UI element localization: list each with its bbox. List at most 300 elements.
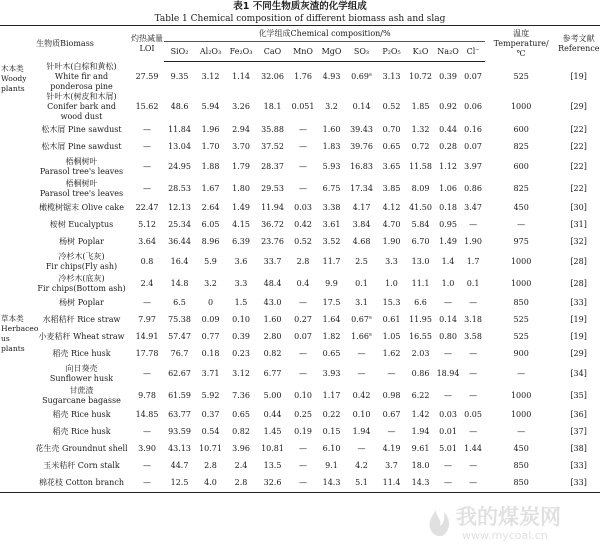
composition-value: 5.84 <box>411 220 430 229</box>
composition-cell <box>195 178 226 200</box>
composition-cell <box>377 62 406 92</box>
composition-cell <box>461 458 485 475</box>
composition-cell <box>256 92 289 122</box>
composition-value: 0.65 <box>232 410 250 419</box>
composition-cell <box>461 363 485 385</box>
footnote-marker: a <box>368 71 372 78</box>
header-component: Al₂O₃ <box>195 42 226 62</box>
biomass-name-cell <box>33 441 130 458</box>
temperature-cell: 600 <box>513 161 529 171</box>
composition-value: 0.61 <box>382 315 401 324</box>
biomass-name-cell <box>33 62 130 92</box>
composition-cell <box>346 200 377 217</box>
composition-cell <box>406 407 435 424</box>
composition-value: 0.03 <box>439 410 457 419</box>
composition-cell <box>256 217 289 234</box>
header-temperature <box>485 26 557 62</box>
composition-value: 32.06 <box>261 71 284 81</box>
reference-cell: [29] <box>570 349 587 358</box>
temperature-cell: 850 <box>513 461 529 470</box>
biomass-name-line: 桉树 Eucalyptus <box>49 220 114 229</box>
loi-cell: — <box>143 461 152 470</box>
composition-cell <box>435 458 461 475</box>
composition-value: — <box>299 183 308 193</box>
composition-cell <box>435 251 461 273</box>
temperature-cell: 1000 <box>510 256 532 266</box>
composition-value: 1.88 <box>201 161 220 171</box>
composition-cell <box>461 122 485 139</box>
biomass-name-line: 针叶木(树皮和木屑) <box>46 91 117 101</box>
composition-cell <box>164 363 195 385</box>
composition-value: 3.52 <box>322 237 341 246</box>
composition-cell <box>406 217 435 234</box>
composition-cell <box>461 329 485 346</box>
composition-value: 1.96 <box>201 125 220 134</box>
composition-cell <box>435 62 461 92</box>
composition-cell <box>317 441 346 458</box>
watermark-url: www.mycoal.cn <box>462 529 548 542</box>
header-component: SiO₂ <box>164 42 195 62</box>
composition-cell <box>435 385 461 407</box>
composition-cell <box>256 363 289 385</box>
composition-value: 0.1 <box>466 278 480 288</box>
composition-cell <box>435 475 461 493</box>
category-cell <box>0 312 39 493</box>
header-biomass: 生物质Biomass <box>0 26 130 62</box>
composition-cell <box>195 346 226 363</box>
composition-value: 0.98 <box>382 390 401 400</box>
table-row <box>0 234 600 251</box>
composition-cell <box>226 363 256 385</box>
composition-value: — <box>299 142 308 151</box>
composition-value: 1.79 <box>232 161 250 171</box>
composition-cell <box>289 346 317 363</box>
composition-cell <box>164 156 195 178</box>
composition-value: 3.26 <box>232 101 250 111</box>
composition-cell <box>406 273 435 295</box>
composition-value: 0.4 <box>296 278 310 288</box>
reference-cell: [36] <box>570 410 587 419</box>
composition-value: 0.27 <box>294 315 312 324</box>
composition-value: 0.42 <box>352 390 371 400</box>
composition-cell <box>346 312 377 329</box>
table-row <box>0 441 600 458</box>
biomass-name-line: Parasol tree's leaves <box>39 188 124 198</box>
reference-cell: [22] <box>570 142 587 151</box>
header-loi <box>130 26 164 62</box>
composition-cell <box>346 407 377 424</box>
composition-cell <box>461 273 485 295</box>
composition-value: 5.00 <box>263 390 282 400</box>
composition-cell <box>226 178 256 200</box>
composition-cell <box>317 312 346 329</box>
composition-cell <box>435 273 461 295</box>
composition-value: 9.35 <box>170 71 189 81</box>
composition-cell <box>289 295 317 312</box>
footnote-marker: a <box>368 314 372 321</box>
table-row <box>0 312 600 329</box>
composition-cell <box>377 346 406 363</box>
composition-value: 43.0 <box>263 298 282 307</box>
composition-value: 16.4 <box>170 256 189 266</box>
table-row <box>0 273 600 295</box>
composition-value: 0.95 <box>439 220 457 229</box>
composition-value: 11.84 <box>168 125 191 134</box>
composition-value: 0.14 <box>352 101 371 111</box>
composition-value: — <box>299 478 308 487</box>
temperature-cell: 850 <box>513 298 529 307</box>
composition-cell <box>377 295 406 312</box>
composition-cell <box>256 424 289 441</box>
composition-cell <box>195 407 226 424</box>
composition-cell <box>435 312 461 329</box>
composition-cell <box>346 217 377 234</box>
composition-cell <box>377 217 406 234</box>
composition-cell <box>317 363 346 385</box>
composition-cell <box>435 156 461 178</box>
composition-value: 2.8 <box>204 461 217 470</box>
composition-value: 0.65 <box>322 349 341 358</box>
composition-value: — <box>357 444 366 453</box>
composition-value: — <box>469 427 478 436</box>
composition-cell <box>289 200 317 217</box>
composition-value: 3.12 <box>201 71 220 81</box>
composition-value: 10.71 <box>199 444 222 453</box>
composition-value: 3.2 <box>325 101 338 111</box>
category-label: plants <box>1 83 25 93</box>
header-ref-en: Reference <box>558 43 600 53</box>
composition-value: 6.70 <box>411 237 430 246</box>
composition-cell <box>289 122 317 139</box>
composition-value: 0.051 <box>291 101 315 111</box>
composition-cell <box>317 273 346 295</box>
composition-value: 0.70 <box>382 125 401 134</box>
composition-value: 4.17 <box>352 203 371 212</box>
composition-value: 43.13 <box>168 444 191 453</box>
composition-cell <box>164 346 195 363</box>
composition-cell <box>226 62 256 92</box>
reference-cell: [28] <box>570 256 587 266</box>
composition-cell <box>317 217 346 234</box>
composition-value: — <box>469 349 478 358</box>
table-row <box>0 139 600 156</box>
composition-cell <box>195 234 226 251</box>
biomass-name-line: 水稻秸秆 Rice straw <box>42 315 121 324</box>
composition-value: — <box>444 298 453 307</box>
composition-cell <box>195 156 226 178</box>
composition-cell <box>346 251 377 273</box>
biomass-name-line: 松木屑 Pine sawdust <box>41 142 122 151</box>
composition-value: 5.93 <box>322 161 341 171</box>
composition-cell <box>289 441 317 458</box>
biomass-name-cell <box>33 178 130 200</box>
temperature-cell: 1000 <box>510 101 532 111</box>
composition-cell <box>346 139 377 156</box>
composition-cell <box>461 234 485 251</box>
header-loi-cn: 灼热减量 <box>131 33 164 43</box>
composition-value: 2.64 <box>201 203 220 212</box>
composition-value: 4.93 <box>322 71 341 81</box>
composition-value: 11.1 <box>411 278 430 288</box>
composition-value: 0.1 <box>355 278 368 288</box>
composition-value: 0.67 <box>351 315 369 324</box>
biomass-name-cell <box>33 407 130 424</box>
composition-value: 29.53 <box>261 183 284 193</box>
composition-value: 0.22 <box>322 410 341 419</box>
composition-value: — <box>469 220 478 229</box>
reference-cell: [33] <box>570 461 587 470</box>
composition-value: 0 <box>207 298 214 307</box>
temperature-cell: 525 <box>513 71 529 81</box>
composition-cell <box>317 458 346 475</box>
temperature-cell: 450 <box>513 203 529 212</box>
composition-cell <box>317 62 346 92</box>
composition-cell <box>317 385 346 407</box>
table-body <box>0 62 600 493</box>
composition-cell <box>406 312 435 329</box>
composition-value: 2.80 <box>263 332 282 341</box>
composition-value: 12.13 <box>168 203 191 212</box>
loi-cell: — <box>143 125 152 134</box>
header-component: MnO <box>289 42 317 62</box>
composition-value: 4.0 <box>204 478 217 487</box>
composition-value: 1.0 <box>385 278 398 288</box>
composition-cell <box>256 441 289 458</box>
composition-value: 1.70 <box>201 142 220 151</box>
watermark-text: 我的煤炭网 <box>456 505 561 529</box>
composition-cell <box>226 122 256 139</box>
composition-value: 1.7 <box>466 256 480 266</box>
composition-cell <box>317 295 346 312</box>
composition-value: 0.82 <box>232 427 250 436</box>
composition-value: 0.09 <box>201 315 220 324</box>
composition-cell <box>435 346 461 363</box>
biomass-name-cell <box>33 251 130 273</box>
biomass-name-line: ponderosa pine <box>50 81 113 91</box>
composition-cell <box>195 312 226 329</box>
loi-cell: — <box>143 298 152 307</box>
composition-cell <box>195 385 226 407</box>
composition-cell <box>195 295 226 312</box>
composition-cell <box>226 295 256 312</box>
composition-value: 1.62 <box>382 349 401 358</box>
composition-cell <box>164 234 195 251</box>
composition-value: 18.94 <box>436 368 460 378</box>
composition-value: 14.8 <box>170 278 189 288</box>
composition-value: 23.76 <box>261 237 284 246</box>
table-row <box>0 122 600 139</box>
reference-cell: [19] <box>570 71 587 81</box>
caption-chinese: 表1 不同生物质灰渣的化学组成 <box>233 1 367 12</box>
composition-value: 18.1 <box>263 101 282 111</box>
composition-value: — <box>357 368 366 378</box>
composition-value: 0.37 <box>201 410 220 419</box>
composition-value: 0.07 <box>294 332 312 341</box>
temperature-cell: 525 <box>513 315 529 324</box>
composition-value: 1.06 <box>439 183 457 193</box>
composition-cell <box>377 441 406 458</box>
composition-cell <box>289 251 317 273</box>
composition-cell <box>195 122 226 139</box>
composition-cell <box>256 178 289 200</box>
category-label: 草本类 <box>1 313 24 323</box>
composition-value: 1.66 <box>351 332 369 341</box>
composition-value: 0.69 <box>351 71 369 81</box>
composition-cell <box>406 251 435 273</box>
composition-cell <box>289 363 317 385</box>
composition-value: — <box>444 478 453 487</box>
table-row <box>0 475 600 493</box>
composition-value: 0.01 <box>439 427 457 436</box>
composition-cell <box>317 122 346 139</box>
composition-value: 4.68 <box>352 237 371 246</box>
composition-value: 3.7 <box>385 461 398 470</box>
composition-cell <box>406 385 435 407</box>
composition-cell <box>406 329 435 346</box>
composition-value: 16.55 <box>409 332 432 341</box>
reference-cell: [22] <box>570 161 587 171</box>
composition-value: 0.86 <box>464 183 482 193</box>
biomass-name-cell <box>33 273 130 295</box>
composition-value: 32.6 <box>263 478 282 487</box>
header-temp-cn: 温度 <box>513 28 530 38</box>
composition-cell <box>195 251 226 273</box>
composition-cell <box>461 62 485 92</box>
composition-cell <box>317 424 346 441</box>
composition-cell <box>195 273 226 295</box>
composition-cell <box>435 234 461 251</box>
composition-value: 25.34 <box>168 220 191 229</box>
composition-value: 4.2 <box>355 461 368 470</box>
composition-cell <box>164 273 195 295</box>
composition-cell <box>435 200 461 217</box>
loi-cell: 14.85 <box>135 410 159 419</box>
composition-cell <box>377 312 406 329</box>
composition-value: 1.76 <box>294 71 312 81</box>
composition-value: — <box>469 461 478 470</box>
biomass-name-line: 小麦秸秆 Wheat straw <box>38 332 125 341</box>
composition-cell <box>346 475 377 493</box>
composition-cell <box>346 234 377 251</box>
composition-value: 41.50 <box>409 203 432 212</box>
table-header <box>0 26 600 62</box>
composition-value: 1.94 <box>352 427 371 436</box>
biomass-name-cell <box>33 424 130 441</box>
composition-value: 6.05 <box>201 220 220 229</box>
loi-cell: 0.8 <box>140 256 154 266</box>
composition-cell <box>195 62 226 92</box>
biomass-name-line: Fir chips(Bottom ash) <box>37 283 126 293</box>
temperature-cell: 825 <box>513 142 529 151</box>
composition-value: 3.38 <box>322 203 341 212</box>
composition-cell <box>256 273 289 295</box>
composition-cell <box>461 251 485 273</box>
composition-value: — <box>299 444 308 453</box>
composition-cell <box>406 295 435 312</box>
composition-cell <box>164 139 195 156</box>
table-row <box>0 458 600 475</box>
composition-cell <box>164 458 195 475</box>
header-component: P₂O₅ <box>377 42 406 62</box>
composition-value: — <box>469 368 478 378</box>
composition-cell <box>164 178 195 200</box>
reference-cell: [22] <box>570 125 587 134</box>
composition-cell <box>377 92 406 122</box>
composition-value: 3.61 <box>322 220 341 229</box>
biomass-name-line: White fir and <box>54 71 109 81</box>
composition-cell <box>256 295 289 312</box>
composition-value: 1.12 <box>439 161 457 171</box>
composition-value: 75.38 <box>168 315 191 324</box>
reference-cell: [19] <box>570 332 587 341</box>
composition-value: 37.52 <box>261 142 284 151</box>
composition-cell <box>289 329 317 346</box>
composition-cell <box>289 424 317 441</box>
composition-cell <box>461 295 485 312</box>
composition-cell <box>461 441 485 458</box>
composition-value: 1.85 <box>411 101 430 111</box>
header-loi-en: LOI <box>139 43 155 53</box>
composition-cell <box>406 475 435 493</box>
header-component: CaO <box>256 42 289 62</box>
composition-cell <box>346 385 377 407</box>
composition-value: 39.43 <box>350 125 373 134</box>
composition-value: 1.90 <box>464 237 482 246</box>
biomass-name-line: 杨树 Poplar <box>59 237 104 246</box>
composition-value: 2.5 <box>355 256 368 266</box>
biomass-name-cell <box>33 122 130 139</box>
composition-value: — <box>444 390 453 400</box>
temperature-cell: 600 <box>513 125 529 134</box>
composition-cell <box>346 329 377 346</box>
composition-value: — <box>357 349 366 358</box>
composition-cell <box>435 407 461 424</box>
biomass-name-line: Sugarcane bagasse <box>42 395 121 405</box>
composition-cell <box>406 363 435 385</box>
composition-cell <box>406 156 435 178</box>
composition-value: 1.4 <box>441 256 455 266</box>
composition-value: 3.2 <box>204 278 217 288</box>
composition-value: — <box>299 298 308 307</box>
composition-cell <box>164 251 195 273</box>
category-label: 木本类 <box>1 63 24 73</box>
composition-value: — <box>299 461 308 470</box>
table-row <box>0 346 600 363</box>
category-label: us plants <box>1 333 25 353</box>
composition-value: 17.34 <box>350 183 373 193</box>
composition-cell <box>377 407 406 424</box>
composition-value: 6.5 <box>173 298 186 307</box>
composition-cell <box>164 217 195 234</box>
composition-value: — <box>299 349 308 358</box>
composition-cell <box>226 273 256 295</box>
composition-cell <box>461 424 485 441</box>
composition-value: 0.39 <box>439 71 457 81</box>
composition-cell <box>461 200 485 217</box>
composition-cell <box>164 407 195 424</box>
loi-cell: 15.62 <box>135 101 159 111</box>
composition-cell <box>317 346 346 363</box>
temperature-cell: 900 <box>513 349 529 358</box>
composition-value: 5.94 <box>201 101 220 111</box>
composition-cell <box>317 407 346 424</box>
composition-value: 3.1 <box>355 298 368 307</box>
table-row <box>0 200 600 217</box>
composition-cell <box>289 407 317 424</box>
composition-value: 17.5 <box>322 298 341 307</box>
composition-cell <box>226 424 256 441</box>
loi-cell: 22.47 <box>135 203 159 212</box>
